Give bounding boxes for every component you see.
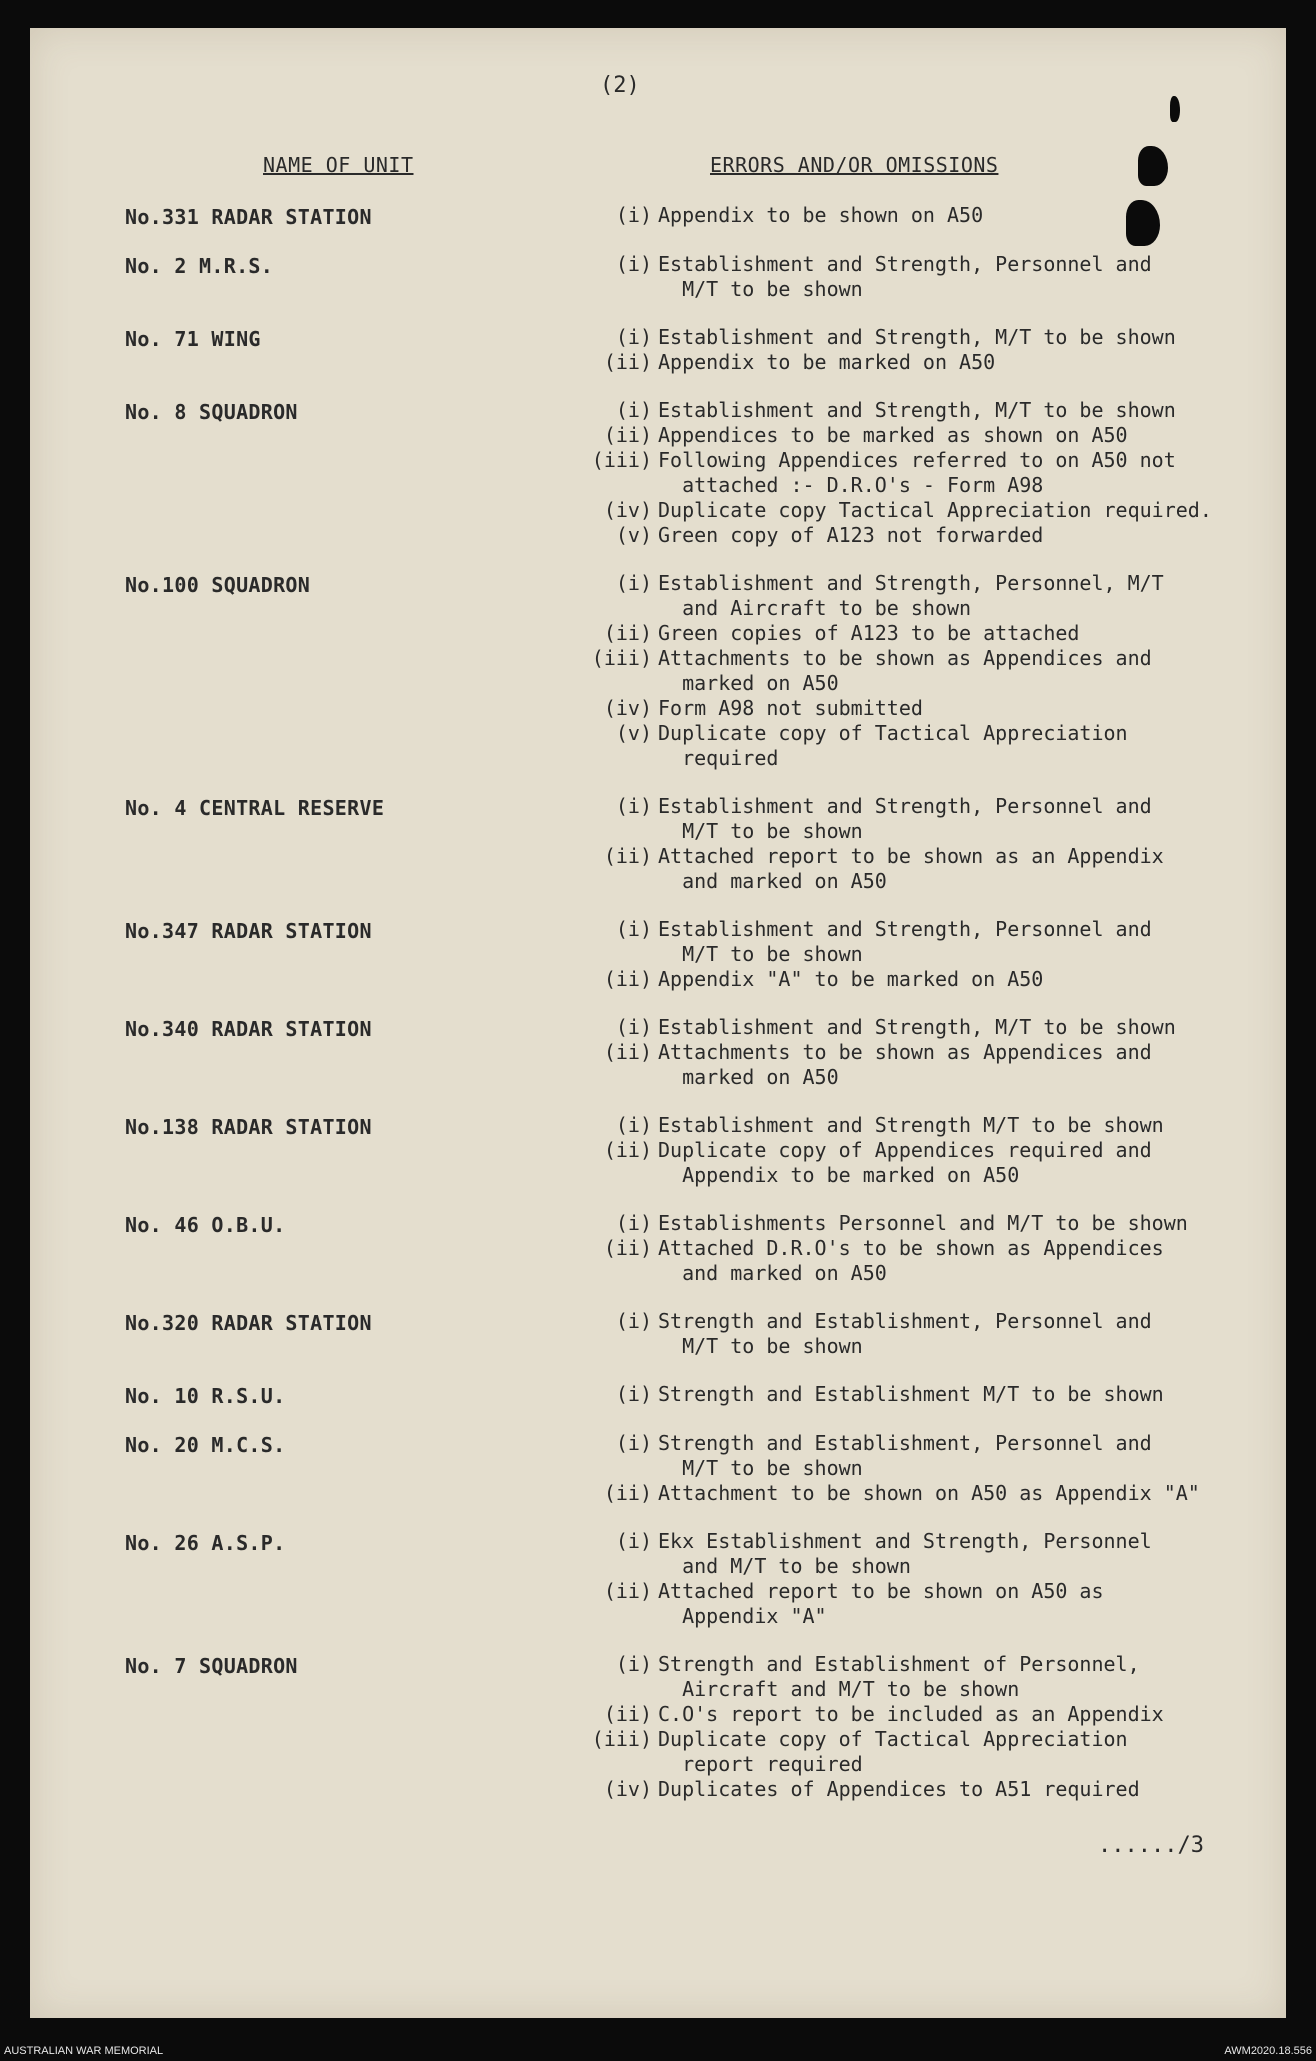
unit-name: No.347 RADAR STATION xyxy=(125,919,372,943)
error-item xyxy=(590,917,1230,967)
unit-name: No.100 SQUADRON xyxy=(125,573,311,597)
error-items xyxy=(590,794,1230,894)
item-number: (ii) xyxy=(603,1579,652,1603)
error-item xyxy=(590,696,1230,721)
error-item xyxy=(590,1382,1230,1407)
error-item xyxy=(590,350,1230,375)
error-items xyxy=(590,1211,1230,1286)
item-text: Attached report to be shown on A50 as Appendix "A" xyxy=(658,1579,1104,1628)
error-item xyxy=(590,967,1230,992)
archive-caption: AUSTRALIAN WAR MEMORIAL xyxy=(4,2045,164,2057)
item-text: Green copies of A123 to be attached xyxy=(658,621,1080,645)
item-number: (i) xyxy=(615,1431,652,1455)
error-item xyxy=(590,252,1230,302)
error-items xyxy=(590,325,1230,375)
error-items xyxy=(590,1652,1230,1802)
error-items xyxy=(590,398,1230,548)
error-item xyxy=(590,1579,1230,1629)
error-items xyxy=(590,1015,1230,1090)
entry-row xyxy=(30,1211,1286,1286)
item-text: Strength and Establishment M/T to be shown xyxy=(658,1382,1164,1406)
error-items xyxy=(590,1431,1230,1506)
item-text: Duplicate copy Tactical Appreciation required. xyxy=(658,498,1212,522)
unit-name: No. 4 CENTRAL RESERVE xyxy=(125,796,385,820)
item-text: Appendices to be marked as shown on A50 xyxy=(658,423,1128,447)
entry-row xyxy=(30,1431,1286,1506)
item-text: Establishment and Strength M/T to be shown xyxy=(658,1113,1164,1137)
error-items xyxy=(590,1529,1230,1629)
item-text: Attachments to be shown as Appendices and marked on A50 xyxy=(658,646,1152,695)
error-item xyxy=(590,498,1230,523)
item-number: (i) xyxy=(615,794,652,818)
item-number: (i) xyxy=(615,325,652,349)
archive-id: AWM2020.18.556 xyxy=(1224,2045,1312,2057)
item-text: Strength and Establishment, Personnel and M/T to be shown xyxy=(658,1309,1152,1358)
unit-name: No. 7 SQUADRON xyxy=(125,1654,298,1678)
unit-name: No. 26 A.S.P. xyxy=(125,1531,286,1555)
unit-name: No.340 RADAR STATION xyxy=(125,1017,372,1041)
item-text: Establishment and Strength, Personnel, M/T and Aircraft to be shown xyxy=(658,571,1164,620)
item-number: (i) xyxy=(615,1113,652,1137)
unit-name: No. 8 SQUADRON xyxy=(125,400,298,424)
entry-row xyxy=(30,917,1286,992)
unit-name: No. 71 WING xyxy=(125,327,261,351)
item-number: (ii) xyxy=(603,350,652,374)
item-text: Strength and Establishment of Personnel, Aircraft and M/T to be shown xyxy=(658,1652,1140,1701)
error-item xyxy=(590,1015,1230,1040)
item-number: (iv) xyxy=(603,696,652,720)
error-item xyxy=(590,1529,1230,1579)
continuation-marker: ....../3 xyxy=(1098,1833,1204,1858)
unit-name: No. 46 O.B.U. xyxy=(125,1213,286,1237)
item-number: (i) xyxy=(615,252,652,276)
entry-row xyxy=(30,1113,1286,1188)
entry-row xyxy=(30,794,1286,894)
entry-row xyxy=(30,1382,1286,1408)
item-number: (ii) xyxy=(603,1702,652,1726)
entry-row xyxy=(30,1652,1286,1802)
unit-name: No. 2 M.R.S. xyxy=(125,254,274,278)
error-item xyxy=(590,1652,1230,1702)
item-text: Duplicates of Appendices to A51 required xyxy=(658,1777,1140,1801)
item-text: Establishments Personnel and M/T to be shown xyxy=(658,1211,1188,1235)
item-text: Green copy of A123 not forwarded xyxy=(658,523,1044,547)
error-item xyxy=(590,1211,1230,1236)
item-number: (i) xyxy=(615,571,652,595)
item-text: Appendix to be marked on A50 xyxy=(658,350,996,374)
entry-row xyxy=(30,1529,1286,1629)
item-number: (iv) xyxy=(603,1777,652,1801)
item-text: Appendix "A" to be marked on A50 xyxy=(658,967,1044,991)
item-number: (iv) xyxy=(603,498,652,522)
paper-tear xyxy=(1170,96,1180,122)
item-text: Duplicate copy of Appendices required and Appendix to be marked on A50 xyxy=(658,1138,1152,1187)
error-item xyxy=(590,1727,1230,1777)
item-text: Following Appendices referred to on A50 not attached :- D.R.O's - Form A98 xyxy=(658,448,1176,497)
item-number: (ii) xyxy=(603,1236,652,1260)
item-number: (i) xyxy=(615,398,652,422)
item-number: (ii) xyxy=(603,844,652,868)
item-text: Duplicate copy of Tactical Appreciation report required xyxy=(658,1727,1128,1776)
item-number: (i) xyxy=(615,1309,652,1333)
item-number: (i) xyxy=(615,1211,652,1235)
item-number: (ii) xyxy=(603,1481,652,1505)
item-text: Duplicate copy of Tactical Appreciation required xyxy=(658,721,1128,770)
error-item xyxy=(590,571,1230,621)
error-item xyxy=(590,794,1230,844)
error-item xyxy=(590,844,1230,894)
item-number: (iii) xyxy=(591,1727,652,1751)
error-item xyxy=(590,1702,1230,1727)
unit-name: No.331 RADAR STATION xyxy=(125,205,372,229)
error-item xyxy=(590,1481,1230,1506)
errors-column-header: ERRORS AND/OR OMISSIONS xyxy=(710,153,999,177)
error-item xyxy=(590,1431,1230,1481)
item-text: Attachments to be shown as Appendices and marked on A50 xyxy=(658,1040,1152,1089)
error-item xyxy=(590,1309,1230,1359)
unit-name: No.138 RADAR STATION xyxy=(125,1115,372,1139)
item-number: (ii) xyxy=(603,621,652,645)
error-item xyxy=(590,1236,1230,1286)
unit-name: No.320 RADAR STATION xyxy=(125,1311,372,1335)
item-text: Establishment and Strength, Personnel and M/T to be shown xyxy=(658,917,1152,966)
error-item xyxy=(590,398,1230,423)
error-item xyxy=(590,423,1230,448)
item-number: (ii) xyxy=(603,1138,652,1162)
item-number: (i) xyxy=(615,1652,652,1676)
item-text: Establishment and Strength, M/T to be shown xyxy=(658,398,1176,422)
error-item xyxy=(590,621,1230,646)
error-items xyxy=(590,1382,1230,1407)
item-number: (iii) xyxy=(591,448,652,472)
error-item xyxy=(590,523,1230,548)
error-item xyxy=(590,1138,1230,1188)
item-number: (ii) xyxy=(603,423,652,447)
item-text: Attachment to be shown on A50 as Appendix "A" xyxy=(658,1481,1200,1505)
item-text: Establishment and Strength, Personnel and M/T to be shown xyxy=(658,794,1152,843)
error-items xyxy=(590,571,1230,771)
item-text: Establishment and Strength, M/T to be shown xyxy=(658,1015,1176,1039)
entry-row xyxy=(30,252,1286,302)
unit-name: No. 20 M.C.S. xyxy=(125,1433,286,1457)
item-text: Establishment and Strength, Personnel and M/T to be shown xyxy=(658,252,1152,301)
item-number: (i) xyxy=(615,1529,652,1553)
error-items xyxy=(590,252,1230,302)
item-text: Establishment and Strength, M/T to be shown xyxy=(658,325,1176,349)
entry-row xyxy=(30,398,1286,548)
item-number: (v) xyxy=(615,721,652,745)
entry-row xyxy=(30,325,1286,375)
error-item xyxy=(590,448,1230,498)
entry-row xyxy=(30,203,1286,229)
item-text: Attached report to be shown as an Appendix and marked on A50 xyxy=(658,844,1164,893)
paper-tear xyxy=(1138,146,1168,186)
unit-column-header: NAME OF UNIT xyxy=(263,153,414,177)
item-number: (iii) xyxy=(591,646,652,670)
error-item xyxy=(590,721,1230,771)
error-items xyxy=(590,1309,1230,1359)
error-items xyxy=(590,917,1230,992)
item-number: (i) xyxy=(615,203,652,227)
item-text: Appendix to be shown on A50 xyxy=(658,203,984,227)
error-item xyxy=(590,646,1230,696)
item-number: (v) xyxy=(615,523,652,547)
entries-list xyxy=(30,203,1286,1825)
item-text: Ekx Establishment and Strength, Personnel and M/T to be shown xyxy=(658,1529,1152,1578)
item-number: (ii) xyxy=(603,967,652,991)
item-number: (ii) xyxy=(603,1040,652,1064)
item-text: Attached D.R.O's to be shown as Appendices and marked on A50 xyxy=(658,1236,1164,1285)
item-text: C.O's report to be included as an Appendix xyxy=(658,1702,1164,1726)
error-item xyxy=(590,325,1230,350)
item-text: Strength and Establishment, Personnel and M/T to be shown xyxy=(658,1431,1152,1480)
document-page xyxy=(30,28,1286,2018)
item-number: (i) xyxy=(615,1382,652,1406)
page-number: (2) xyxy=(600,73,640,98)
error-item xyxy=(590,1113,1230,1138)
entry-row xyxy=(30,1015,1286,1090)
error-items xyxy=(590,1113,1230,1188)
unit-name: No. 10 R.S.U. xyxy=(125,1384,286,1408)
item-number: (i) xyxy=(615,1015,652,1039)
error-item xyxy=(590,1040,1230,1090)
error-item xyxy=(590,203,1230,228)
error-items xyxy=(590,203,1230,228)
entry-row xyxy=(30,1309,1286,1359)
item-text: Form A98 not submitted xyxy=(658,696,923,720)
error-item xyxy=(590,1777,1230,1802)
item-number: (i) xyxy=(615,917,652,941)
entry-row xyxy=(30,571,1286,771)
